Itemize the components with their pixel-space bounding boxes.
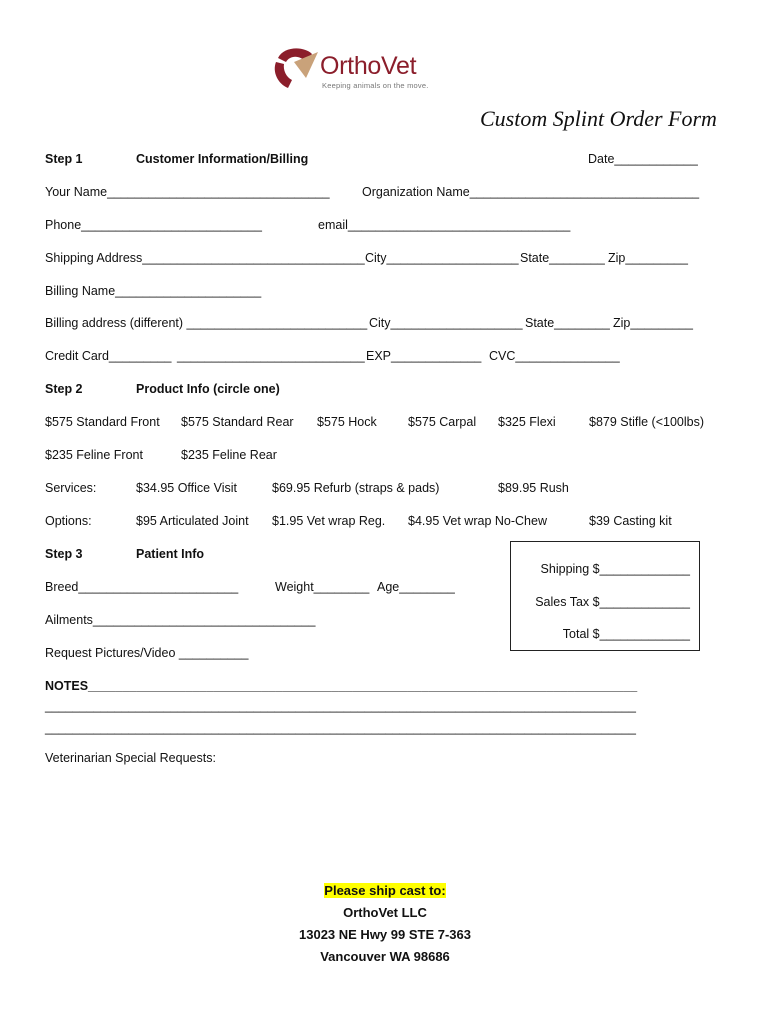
- shipping-zip-field[interactable]: Zip_________: [608, 251, 688, 265]
- notes-line[interactable]: _____________________________________________________________________________________: [45, 699, 636, 713]
- notes-line[interactable]: NOTES_______________________________________________________________________________: [45, 679, 638, 693]
- organization-name-field[interactable]: Organization Name_________________________________: [362, 185, 700, 199]
- options-label: Options:: [45, 514, 92, 528]
- total-field[interactable]: Total $_____________: [562, 627, 690, 641]
- brand-tagline: Keeping animals on the move.: [322, 81, 429, 90]
- ship-to-heading: Please ship cast to:: [324, 883, 446, 898]
- phone-field[interactable]: Phone__________________________: [45, 218, 262, 232]
- option-item[interactable]: $39 Casting kit: [589, 514, 672, 528]
- services-label: Services:: [45, 481, 97, 495]
- shipping-city-field[interactable]: City___________________: [365, 251, 519, 265]
- step2-label: Step 2: [45, 382, 83, 396]
- step3-heading: Patient Info: [136, 547, 205, 561]
- product-option[interactable]: $235 Feline Rear: [181, 448, 277, 462]
- sales-tax-field[interactable]: Sales Tax $_____________: [535, 595, 690, 609]
- product-option[interactable]: $575 Hock: [317, 415, 377, 429]
- ship-to-street: 13023 NE Hwy 99 STE 7-363: [299, 927, 471, 942]
- service-option[interactable]: $69.95 Refurb (straps & pads): [272, 481, 440, 495]
- ailments-field[interactable]: Ailments________________________________: [45, 613, 316, 627]
- shipping-total-field[interactable]: Shipping $_____________: [540, 562, 690, 576]
- step1-label: Step 1: [45, 152, 83, 166]
- age-field[interactable]: Age________: [377, 580, 455, 594]
- date-field[interactable]: Date____________: [588, 152, 698, 166]
- option-item[interactable]: $95 Articulated Joint: [136, 514, 249, 528]
- weight-field[interactable]: Weight________: [275, 580, 370, 594]
- product-option[interactable]: $325 Flexi: [498, 415, 556, 429]
- shipping-address-field[interactable]: Shipping Address________________________________: [45, 251, 365, 265]
- billing-zip-field[interactable]: Zip_________: [613, 316, 693, 330]
- step2-heading: Product Info (circle one): [136, 382, 280, 396]
- billing-address-field[interactable]: Billing address (different) __________________________: [45, 316, 368, 330]
- billing-city-field[interactable]: City___________________: [369, 316, 523, 330]
- email-field[interactable]: email________________________________: [318, 218, 571, 232]
- vet-special-requests-label: Veterinarian Special Requests:: [45, 751, 216, 765]
- product-option[interactable]: $879 Stifle (<100lbs): [589, 415, 705, 429]
- service-option[interactable]: $89.95 Rush: [498, 481, 569, 495]
- product-option[interactable]: $575 Carpal: [408, 415, 477, 429]
- credit-card-field[interactable]: Credit Card_________: [45, 349, 172, 363]
- breed-field[interactable]: Breed_______________________: [45, 580, 239, 594]
- billing-state-field[interactable]: State________: [525, 316, 610, 330]
- option-item[interactable]: $4.95 Vet wrap No-Chew: [408, 514, 547, 528]
- product-option[interactable]: $575 Standard Rear: [181, 415, 294, 429]
- credit-card-number-field[interactable]: ___________________________: [177, 349, 365, 363]
- exp-field[interactable]: EXP_____________: [366, 349, 482, 363]
- product-option[interactable]: $235 Feline Front: [45, 448, 143, 462]
- cvc-field[interactable]: CVC_______________: [489, 349, 620, 363]
- request-pictures-field[interactable]: Request Pictures/Video __________: [45, 646, 249, 660]
- your-name-field[interactable]: Your Name________________________________: [45, 185, 330, 199]
- form-title: Custom Splint Order Form: [480, 106, 717, 131]
- step1-heading: Customer Information/Billing: [136, 152, 309, 166]
- billing-name-field[interactable]: Billing Name_____________________: [45, 284, 262, 298]
- product-option[interactable]: $575 Standard Front: [45, 415, 160, 429]
- notes-line[interactable]: _____________________________________________________________________________________: [45, 721, 636, 735]
- brand-name: OrthoVet: [320, 52, 417, 80]
- shipping-state-field[interactable]: State________: [520, 251, 605, 265]
- ship-to-company: OrthoVet LLC: [343, 905, 427, 920]
- option-item[interactable]: $1.95 Vet wrap Reg.: [272, 514, 386, 528]
- ship-to-city: Vancouver WA 98686: [320, 949, 450, 964]
- service-option[interactable]: $34.95 Office Visit: [136, 481, 237, 495]
- step3-label: Step 3: [45, 547, 83, 561]
